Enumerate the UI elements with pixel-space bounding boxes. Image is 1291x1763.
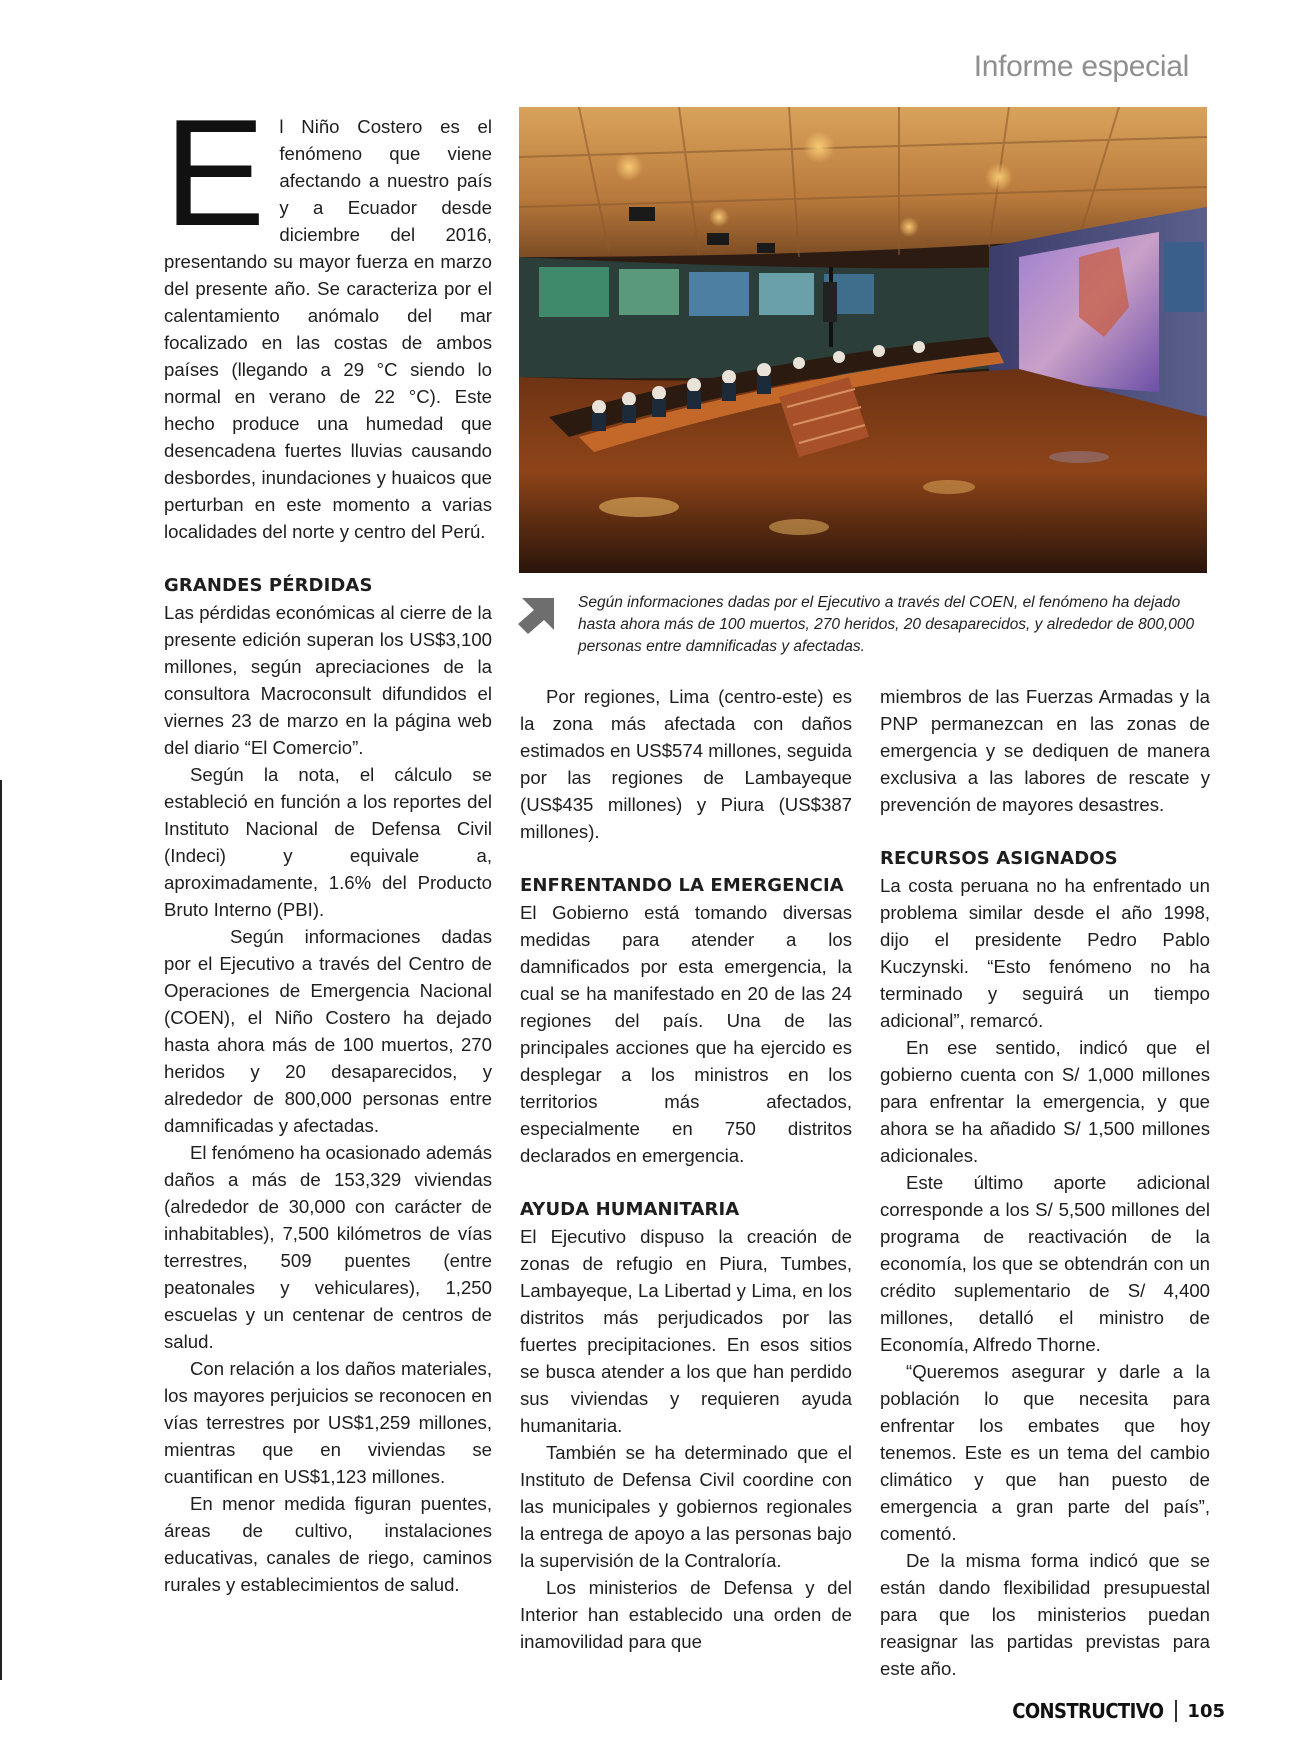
heading-ayuda-humanitaria: AYUDA HUMANITARIA [520,1199,740,1220]
paragraph: La costa peruana no ha enfrentado un problema similar desde el año 1998, dijo el presidente Pedro Pablo Kuczynski. “Esto fenómeno no ha terminado y seguirá un tiempo adicional”, remarcó. [880,875,1210,1031]
spacer [520,845,852,872]
magazine-brand: CONSTRUCTIVO [1012,1698,1164,1724]
column-1 [164,88,492,1598]
coen-control-room-photo [519,107,1207,573]
paragraph: Los ministerios de Defensa y del Interior han establecido una orden de inamovilidad para que [520,1577,852,1652]
paragraph: En ese sentido, indicó que el gobierno cuenta con S/ 1,000 millones para enfrentar la emergencia, y que ahora se ha añadido S/ 1,500 millones adicionales. [880,1037,1210,1166]
paragraph: También se ha determinado que el Instituto de Defensa Civil coordine con las municipales y gobiernos regionales la entrega de apoyo a las personas bajo la supervisión de la Contraloría. [520,1442,852,1571]
paragraph: De la misma forma indicó que se están dando flexibilidad presupuestal para que los ministerios puedan reasignar las partidas previstas para este año. [880,1550,1210,1679]
photo-caption: Según informaciones dadas por el Ejecutivo a través del COEN, el fenómeno ha dejado hasta ahora más de 100 muertos, 270 heridos, 20 desaparecidos, y alrededor de 800,000 personas entre damnificadas y afectadas. [578,594,1195,655]
drop-cap: E [164,88,266,258]
paragraph: En menor medida figuran puentes, áreas de cultivo, instalaciones educativas, canales de riego, caminos rurales y establecimientos de salud. [164,1493,492,1595]
intro-text: l Niño Costero es el fenómeno que viene afectando a nuestro país y a Ecuador desde diciembre del 2016, presentando su mayor fuerza en marzo del presente año. Se caracteriza por el calentamiento anómalo del mar focalizado en las costas de ambos países (llegando a 29 °C siendo lo normal en verano de 22 °C). Este hecho produce una humedad que desencadena fuertes lluvias causando desbordes, inundaciones y huaicos que perturban en este momento a varias localidades del norte y centro del Perú. [164,116,492,542]
page-number: 105 [1187,1700,1225,1722]
section-label: Informe especial [973,50,1189,83]
intro-paragraph [164,88,492,545]
spacer [880,818,1210,845]
spacer [520,1169,852,1196]
spacer [164,545,492,572]
heading-enfrentando-emergencia: ENFRENTANDO LA EMERGENCIA [520,875,844,896]
page-edge-rule [0,780,2,1680]
column-2 [520,683,852,1655]
paragraph: Las pérdidas económicas al cierre de la presente edición superan los US$3,100 millones, según apreciaciones de la consultora Macroconsult difundidos el viernes 23 de marzo en la página web del diario “El Comercio”. [164,602,492,758]
paragraph: miembros de las Fuerzas Armadas y la PNP permanezcan en las zonas de emergencia y se dediquen de manera exclusiva a las labores de rescate y prevención de mayores desastres. [880,686,1210,815]
paragraph: Con relación a los daños materiales, los mayores perjuicios se reconocen en vías terrestres por US$1,259 millones, mientras que en viviendas se cuantifican en US$1,123 millones. [164,1358,492,1487]
arrow-icon [518,592,558,634]
paragraph: Según la nota, el cálculo se estableció en función a los reportes del Instituto Nacional de Defensa Civil (Indeci) y equivale a, aproximadamente, 1.6% del Producto Bruto Interno (PBI). [164,764,492,920]
footer-separator [1175,1700,1177,1722]
paragraph: Este último aporte adicional corresponde a los S/ 5,500 millones del programa de reactivación de la economía, los que se obtendrán con un crédito suplementario de S/ 4,400 millones, detalló el ministro de Economía, Alfredo Thorne. [880,1172,1210,1355]
paragraph: “Queremos asegurar y darle a la población lo que necesita para enfrentar los embates que hoy tenemos. Este es un tema del cambio climático y que han puesto de emergencia a gran parte del país”, comentó. [880,1361,1210,1544]
paragraph: El fenómeno ha ocasionado además daños a más de 153,329 viviendas (alrededor de 30,000 con carácter de inhabitables), 7,500 kilómetros de vías terrestres, 509 puentes (entre peatonales y vehiculares), 1,250 escuelas y un centenar de centros de salud. [164,1142,492,1352]
paragraph: El Gobierno está tomando diversas medidas para atender a los damnificados por esta emergencia, la cual se ha manifestado en 20 de las 24 regiones del país. Una de las principales acciones que ha ejercido es desplegar a los ministros en los territorios más afectados, especialmente en 750 distritos declarados en emergencia. [520,902,852,1166]
paragraph: El Ejecutivo dispuso la creación de zonas de refugio en Piura, Tumbes, Lambayeque, La Libertad y Lima, en los distritos más perjudicados por las fuertes precipitaciones. En esos sitios se busca atender a los que han perdido sus viviendas y requieren ayuda humanitaria. [520,1226,852,1436]
paragraph: Por regiones, Lima (centro-este) es la zona más afectada con daños estimados en US$574 millones, seguida por las regiones de Lambayeque (US$435 millones) y Piura (US$387 millones). [520,686,852,842]
page-footer [1012,1700,1225,1722]
heading-recursos-asignados: RECURSOS ASIGNADOS [880,848,1118,869]
column-3 [880,683,1210,1682]
heading-grandes-perdidas: GRANDES PÉRDIDAS [164,575,373,596]
paragraph: Según informaciones dadas por el Ejecutivo a través del Centro de Operaciones de Emergencia Nacional (COEN), el Niño Costero ha dejado hasta ahora más de 100 muertos, 270 heridos y 20 desaparecidos, y alrededor de 800,000 personas entre damnificadas y afectadas. [164,926,492,1136]
